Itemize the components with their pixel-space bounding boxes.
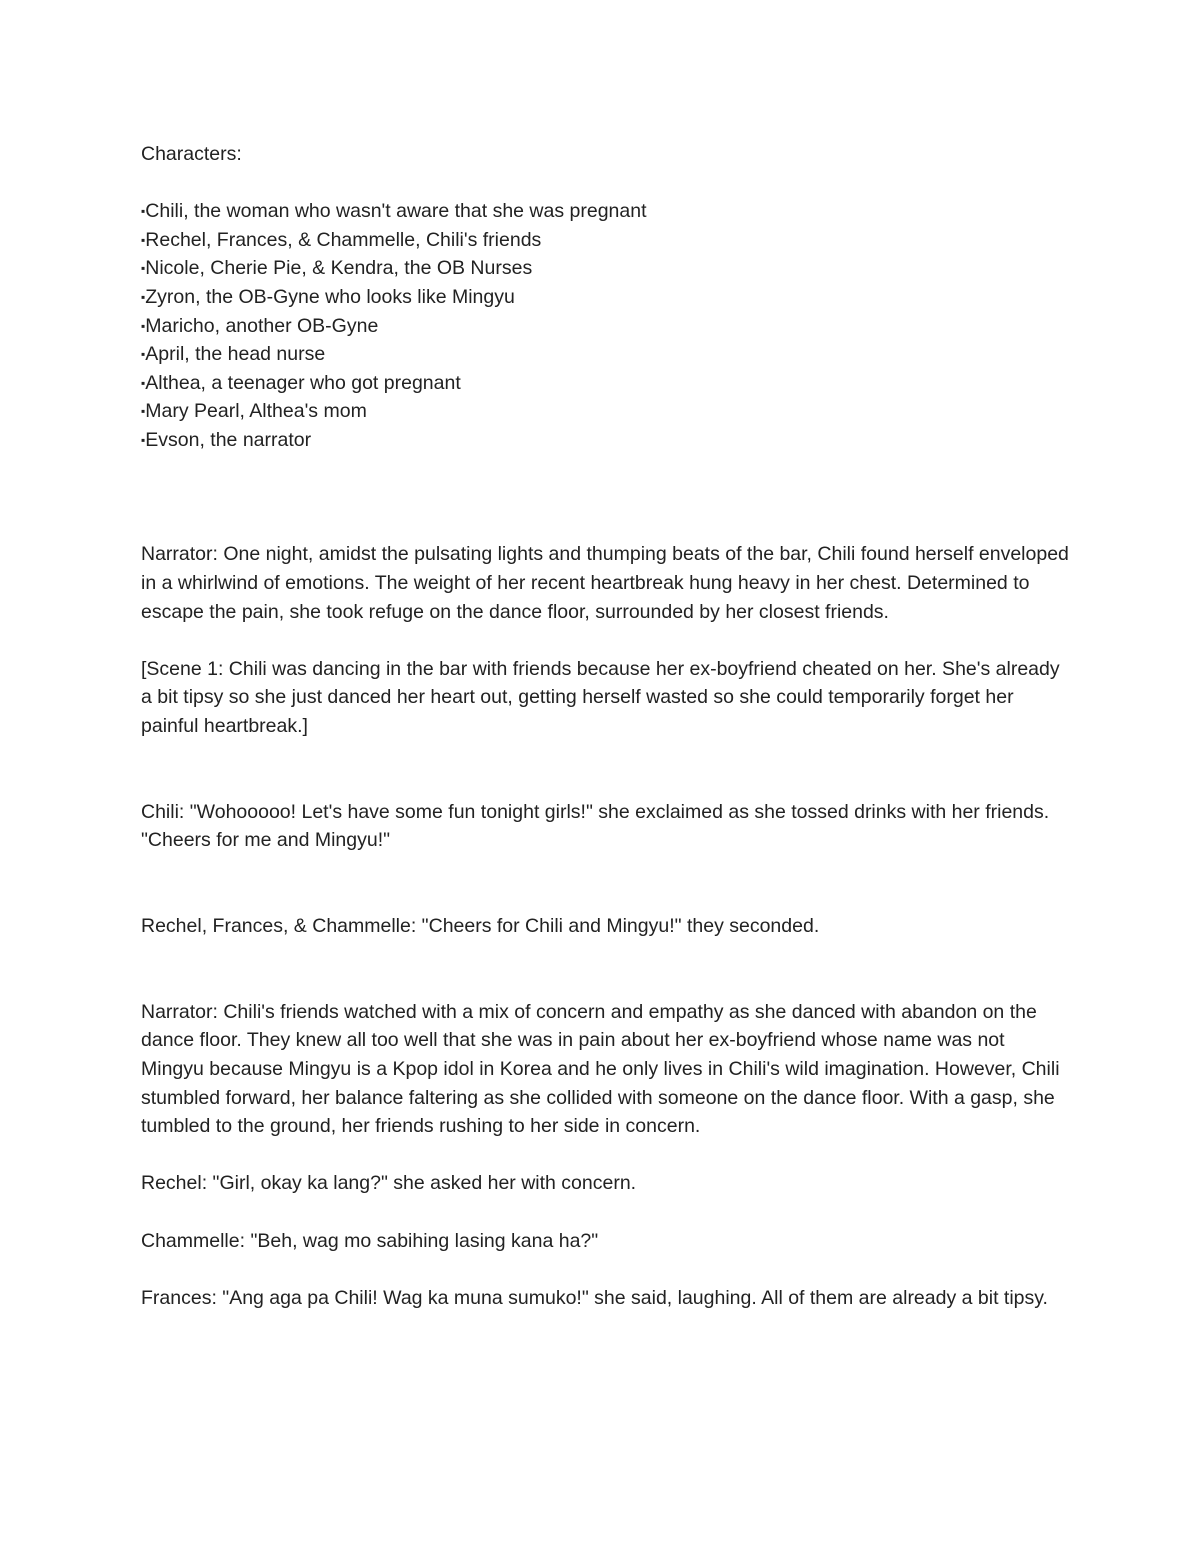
bullet-icon: ▪: [141, 204, 146, 219]
character-item: [141, 283, 1071, 312]
character-item: [141, 197, 1071, 226]
character-item: [141, 369, 1071, 398]
dialogue-paragraph: Rechel, Frances, & Chammelle: "Cheers for Chili and Mingyu!" they seconded.: [141, 915, 820, 938]
narration-paragraph: Narrator: Chili's friends watched with a mix of concern and empathy as she danced with abandon on the dance floor. They knew all too well that she was in pain about her ex-boyfriend whose name was not Mingyu because Mingyu is a Kpop idol in Korea and he only lives in Chili's wild imagination. However, Chili stumbled forward, her balance faltering as she collided with someone on the dance floor. With a gasp, she tumbled to the ground, her friends rushing to her side in concern.: [141, 1000, 1060, 1138]
character-text: Rechel, Frances, & Chammelle, Chili's friends: [145, 228, 542, 251]
dialogue-paragraph: Frances: "Ang aga pa Chili! Wag ka muna sumuko!" she said, laughing. All of them are already a bit tipsy.: [141, 1286, 1048, 1309]
character-text: Althea, a teenager who got pregnant: [145, 371, 461, 394]
bullet-icon: ▪: [141, 261, 146, 276]
bullet-icon: ▪: [141, 375, 146, 390]
bullet-icon: ▪: [141, 232, 146, 247]
character-text: Nicole, Cherie Pie, & Kendra, the OB Nurses: [145, 257, 533, 280]
bullet-icon: ▪: [141, 404, 146, 419]
character-item: [141, 397, 1071, 426]
character-item: [141, 226, 1071, 255]
dialogue-paragraph: Chammelle: "Beh, wag mo sabihing lasing kana ha?": [141, 1229, 599, 1252]
bullet-icon: ▪: [141, 347, 146, 362]
bullet-icon: ▪: [141, 432, 146, 447]
narration-paragraph: Narrator: One night, amidst the pulsating lights and thumping beats of the bar, Chili found herself enveloped in a whirlwind of emotions. The weight of her recent heartbreak hung heavy in her chest. Determined to escape the pain, she took refuge on the dance floor, surrounded by her closest friends.: [141, 543, 1069, 623]
characters-list: [141, 197, 1071, 454]
character-text: Maricho, another OB-Gyne: [145, 314, 379, 337]
scene-direction-paragraph: [Scene 1: Chili was dancing in the bar with friends because her ex-boyfriend cheated on her. She's already a bit tipsy so she just danced her heart out, getting herself wasted so she could temporarily forget her painful heartbreak.]: [141, 657, 1060, 737]
character-item: [141, 254, 1071, 283]
character-item: [141, 426, 1071, 455]
character-text: Chili, the woman who wasn't aware that she was pregnant: [145, 200, 647, 223]
character-item: [141, 340, 1071, 369]
character-text: Zyron, the OB-Gyne who looks like Mingyu: [145, 285, 515, 308]
character-text: Evson, the narrator: [145, 428, 312, 451]
characters-heading: Characters:: [141, 143, 242, 165]
character-text: April, the head nurse: [145, 343, 326, 366]
dialogue-paragraph: Chili: "Wohooooo! Let's have some fun tonight girls!" she exclaimed as she tossed drinks with her friends. "Cheers for me and Mingyu!": [141, 800, 1050, 852]
bullet-icon: ▪: [141, 318, 146, 333]
document-body: [141, 140, 1071, 1312]
dialogue-paragraph: Rechel: "Girl, okay ka lang?" she asked her with concern.: [141, 1172, 637, 1195]
bullet-icon: ▪: [141, 289, 146, 304]
character-text: Mary Pearl, Althea's mom: [145, 400, 367, 423]
character-item: [141, 312, 1071, 341]
